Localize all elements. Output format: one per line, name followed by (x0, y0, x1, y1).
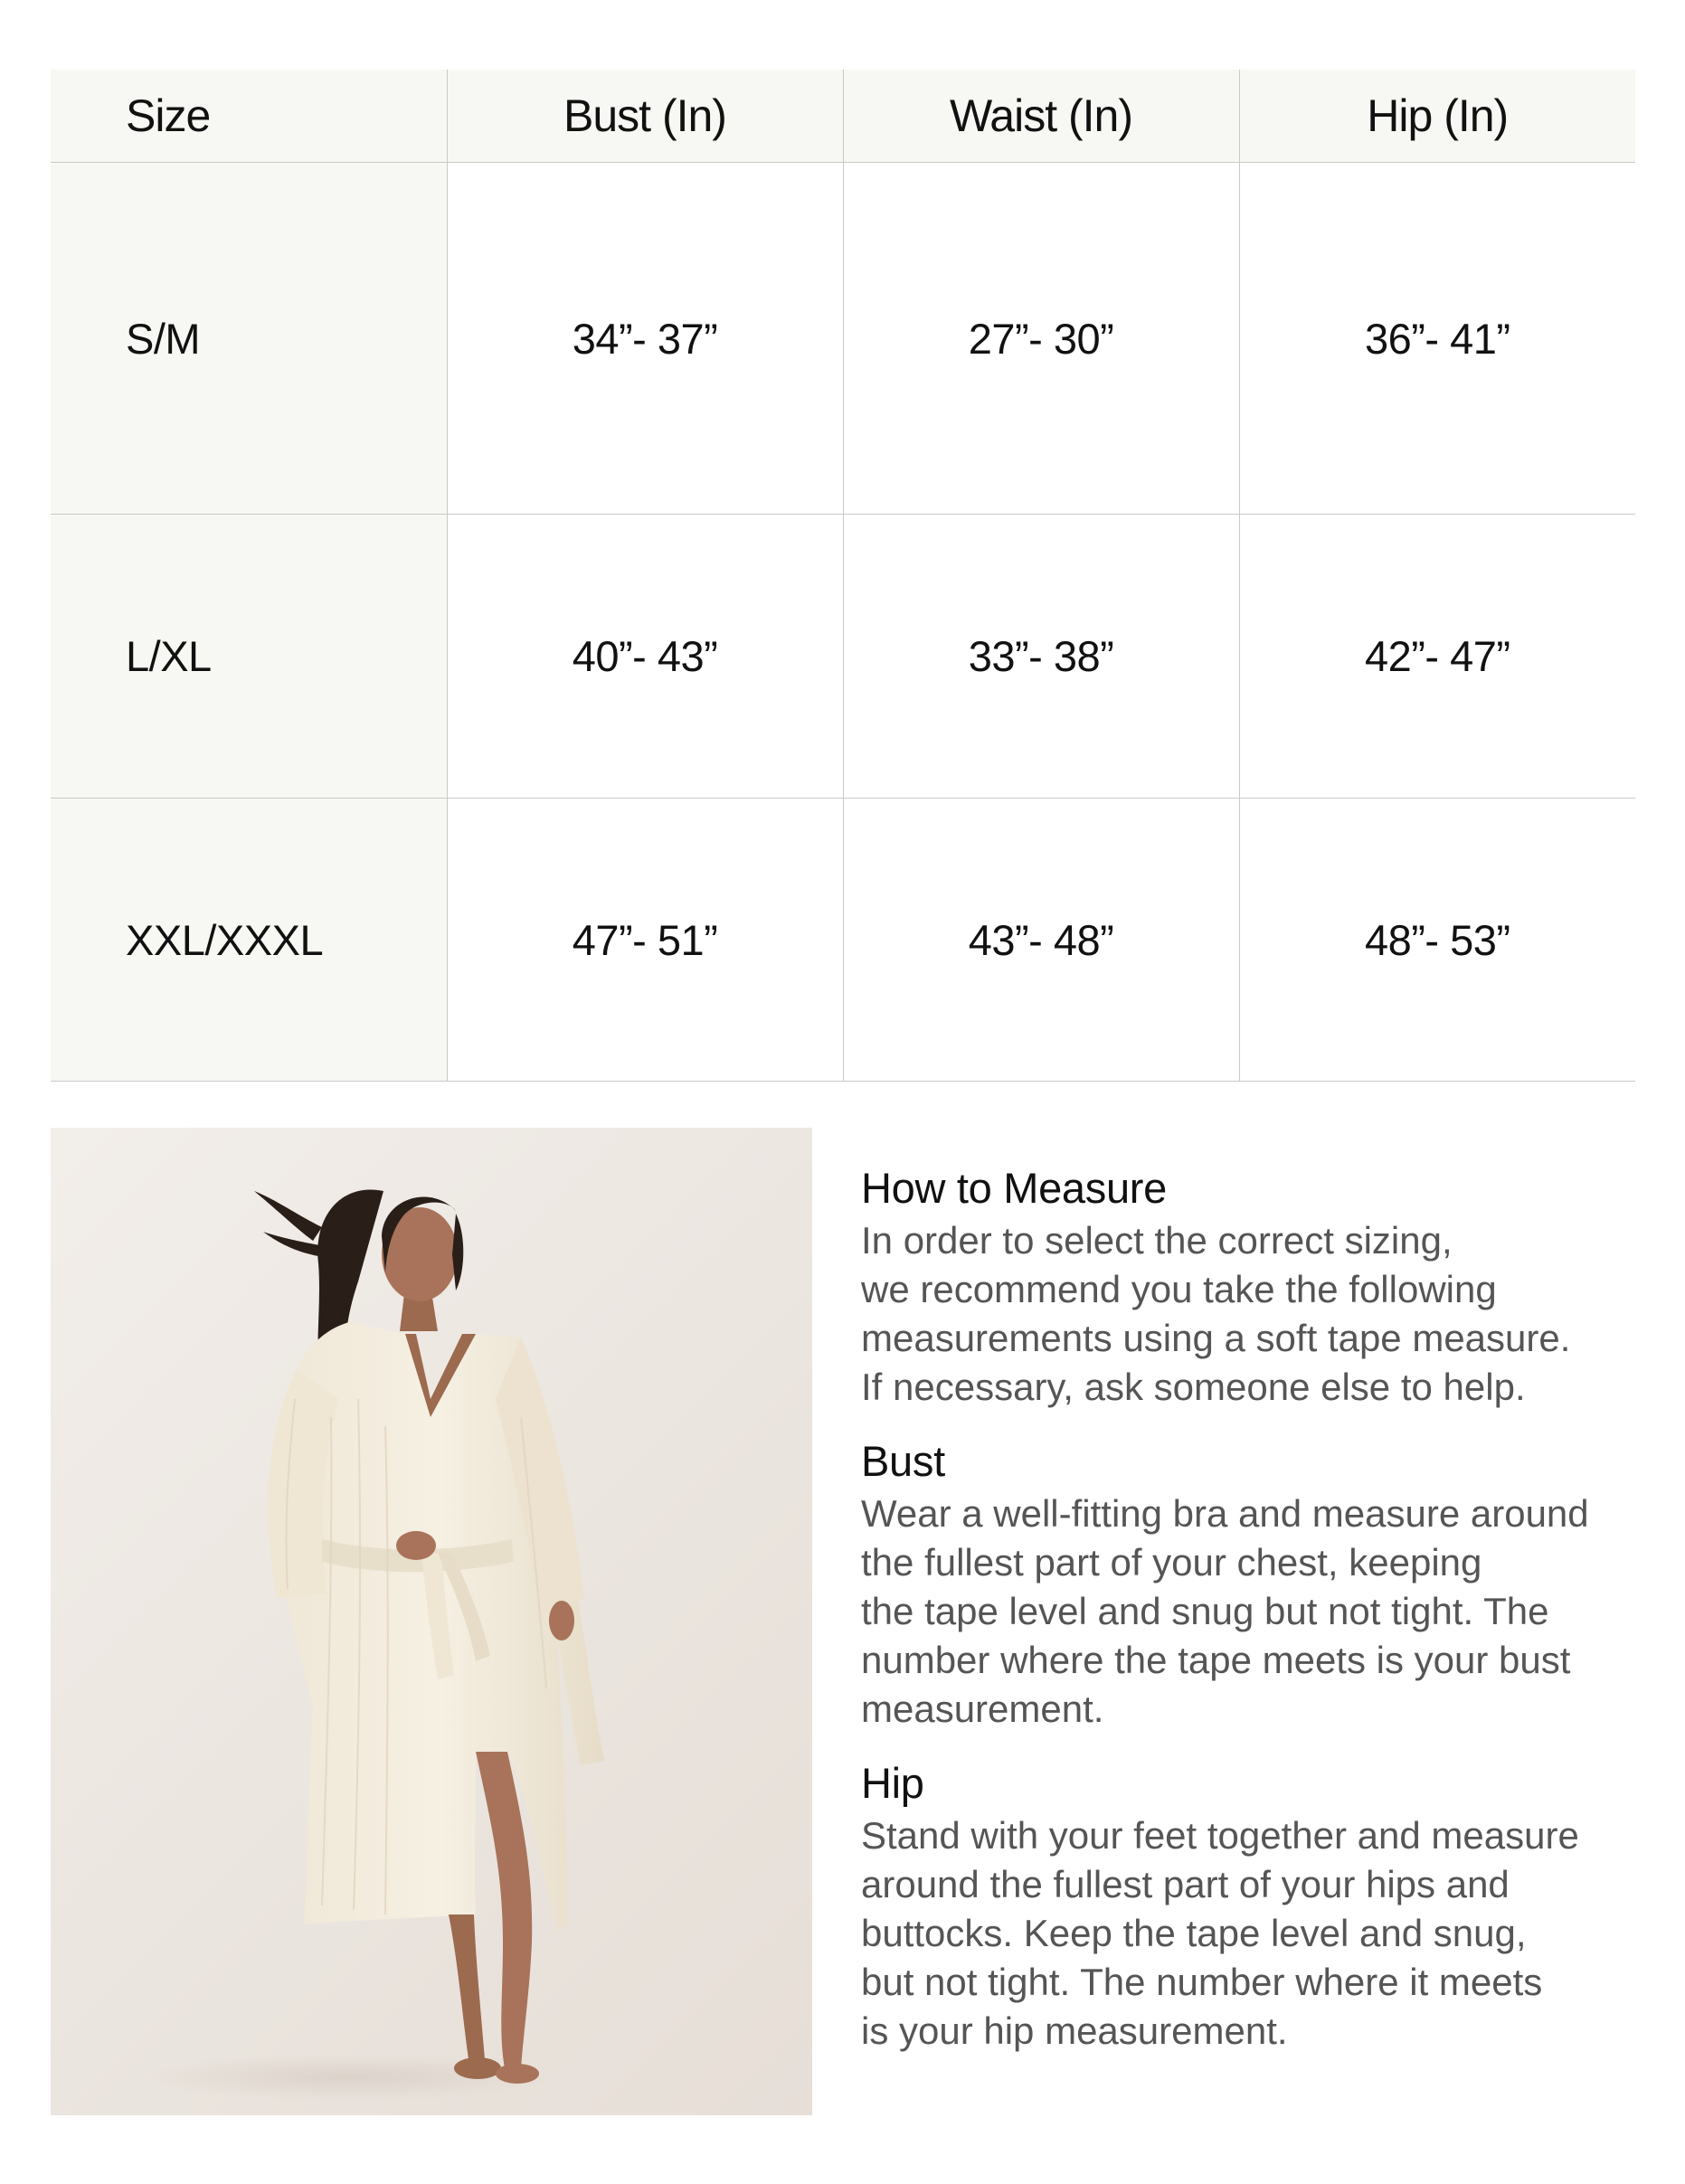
hip-value: 42”- 47” (1239, 515, 1635, 799)
hip-value: 48”- 53” (1239, 799, 1635, 1082)
hip-value: 36”- 41” (1239, 163, 1635, 515)
bust-section (861, 1433, 1639, 1734)
header-bust: Bust (In) (447, 70, 843, 163)
hip-section (861, 1755, 1639, 2056)
table-row (51, 163, 1635, 515)
model-in-robe-illustration (51, 1128, 812, 2115)
size-label: XXL/XXXL (51, 799, 447, 1082)
how-to-measure-section (861, 1160, 1639, 1412)
header-size: Size (51, 70, 447, 163)
header-hip: Hip (In) (1239, 70, 1635, 163)
size-label: S/M (51, 163, 447, 515)
model-photo (51, 1128, 812, 2115)
waist-value: 33”- 38” (843, 515, 1239, 799)
bust-value: 40”- 43” (447, 515, 843, 799)
bust-value: 34”- 37” (447, 163, 843, 515)
bust-value: 47”- 51” (447, 799, 843, 1082)
bust-text: Wear a well-fitting bra and measure around the fullest part of your chest, keeping the tape level and snug but not tight. The number where the tape meets is your bust measurement. (861, 1492, 1589, 1730)
size-chart-table (51, 70, 1635, 1082)
bust-heading: Bust (861, 1437, 945, 1485)
table-row (51, 515, 1635, 799)
hip-heading: Hip (861, 1759, 924, 1807)
measurement-guide (861, 1160, 1639, 2077)
how-to-measure-text: In order to select the correct sizing, we recommend you take the following measurements using a soft tape measure. If necessary, ask someone else to help. (861, 1219, 1571, 1408)
table-row (51, 799, 1635, 1082)
waist-value: 43”- 48” (843, 799, 1239, 1082)
header-waist: Waist (In) (843, 70, 1239, 163)
size-label: L/XL (51, 515, 447, 799)
waist-value: 27”- 30” (843, 163, 1239, 515)
table-header-row (51, 70, 1635, 163)
how-to-measure-heading: How to Measure (861, 1164, 1167, 1212)
hip-text: Stand with your feet together and measure around the fullest part of your hips and buttocks. Keep the tape level and snug, but not tight. The number where it meets is your hip measurement. (861, 1814, 1579, 2052)
